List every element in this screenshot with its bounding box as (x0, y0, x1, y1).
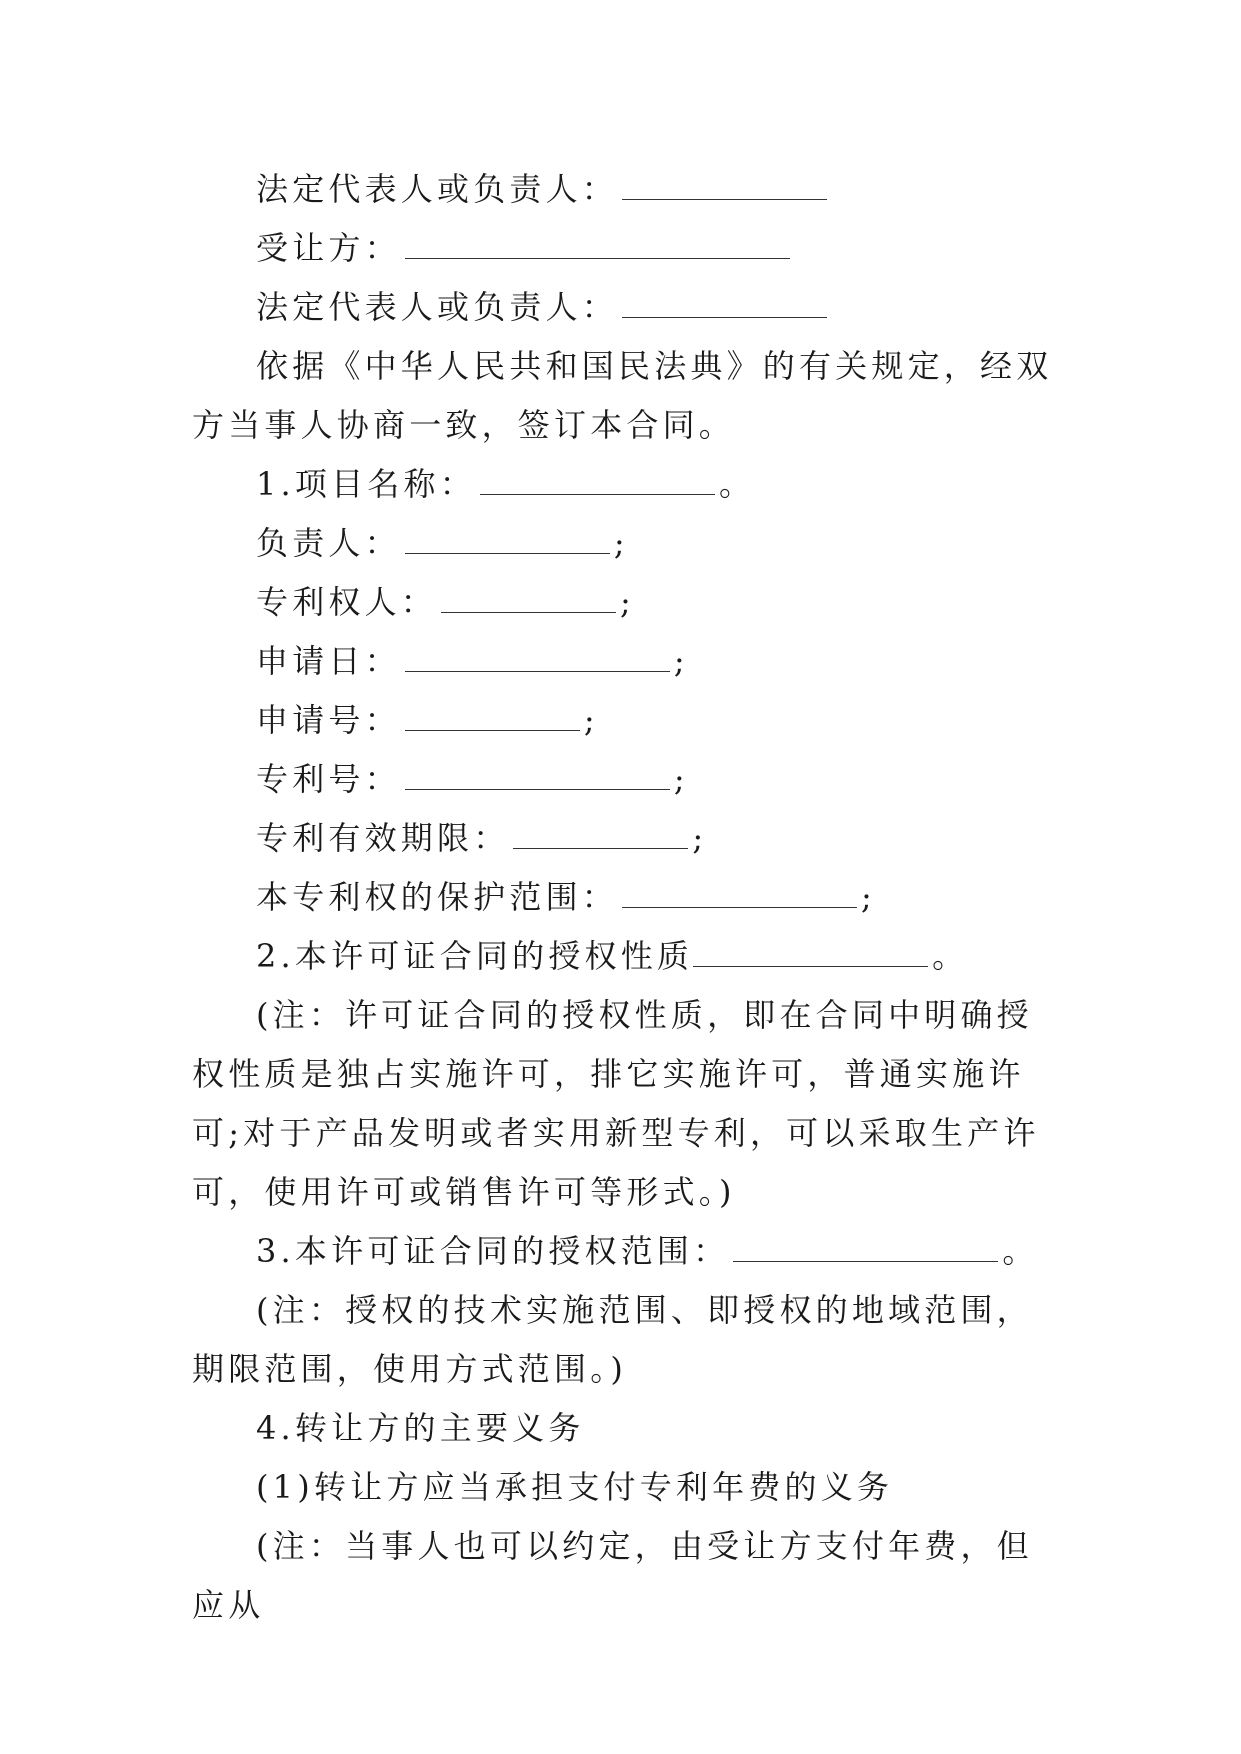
line-end-punctuation: 。 (1002, 1232, 1039, 1270)
label-license-nature: 2.本许可证合同的授权性质 (256, 937, 694, 975)
fill-in-blank (693, 940, 928, 967)
fill-in-blank (622, 291, 827, 318)
fill-in-blank (513, 822, 688, 849)
fill-in-blank (622, 173, 827, 200)
annual-fee-note: (注：当事人也可以约定，由受让方支付年费，但应从 (192, 1527, 1033, 1624)
line-end-punctuation: 。 (932, 937, 969, 975)
legal-representative-line-2 (192, 278, 1056, 337)
label-licensee: 受让方： (256, 229, 401, 267)
patent-number-line (192, 750, 1056, 809)
label-application-number: 申请号： (256, 701, 401, 739)
fill-in-blank (405, 232, 790, 259)
label-project-name: 1.项目名称： (256, 465, 476, 503)
license-scope-line (192, 1222, 1056, 1281)
label-patent-number: 专利号： (256, 760, 401, 798)
application-date-line (192, 632, 1056, 691)
fill-in-blank (405, 527, 610, 554)
license-scope-note: (注：授权的技术实施范围、即授权的地域范围，期限范围，使用方式范围。) (192, 1291, 1033, 1388)
fill-in-blank (405, 645, 670, 672)
patentee-line (192, 573, 1056, 632)
fill-in-blank (480, 468, 715, 495)
fill-in-blank (405, 704, 580, 731)
fill-in-blank (733, 1235, 998, 1262)
responsible-person-line (192, 514, 1056, 573)
protection-scope-line (192, 868, 1056, 927)
line-end-punctuation: ; (673, 760, 689, 798)
label-application-date: 申请日： (256, 642, 401, 680)
label-protection-scope: 本专利权的保护范围： (256, 878, 619, 916)
license-nature-note: (注：许可证合同的授权性质，即在合同中明确授权性质是独占实施许可，排它实施许可，普通实施许可;对于产品发明或者实用新型专利，可以采取生产许可，使用许可或销售许可等形式。) (192, 996, 1040, 1211)
line-end-punctuation: ; (620, 583, 635, 621)
legal-representative-line-1 (192, 160, 1056, 219)
label-responsible-person: 负责人： (256, 524, 401, 562)
line-end-punctuation: ; (692, 819, 708, 857)
label-legal-representative-1: 法定代表人或负责人： (256, 170, 619, 208)
fill-in-blank (405, 763, 670, 790)
label-patentee: 专利权人： (256, 583, 438, 621)
licensee-line (192, 219, 1056, 278)
label-legal-representative-2: 法定代表人或负责人： (256, 288, 619, 326)
line-end-punctuation: ; (583, 701, 599, 739)
patent-validity-line (192, 809, 1056, 868)
contract-basis-paragraph: 依据《中华人民共和国民法典》的有关规定，经双方当事人协商一致，签订本合同。 (192, 347, 1053, 444)
label-license-scope: 3.本许可证合同的授权范围： (256, 1232, 730, 1270)
fill-in-blank (441, 586, 616, 613)
project-name-line (192, 455, 1056, 514)
fill-in-blank (622, 881, 857, 908)
application-number-line (192, 691, 1056, 750)
line-end-punctuation: ; (613, 524, 629, 562)
line-end-punctuation: ; (861, 878, 876, 916)
document-body (192, 160, 1056, 1635)
licensor-obligations-heading: 4.转让方的主要义务 (256, 1409, 585, 1447)
license-nature-line (192, 927, 1056, 986)
licensor-obligation-item-1: (1)转让方应当承担支付专利年费的义务 (256, 1468, 894, 1506)
line-end-punctuation: ; (673, 642, 689, 680)
label-patent-validity: 专利有效期限： (256, 819, 510, 857)
line-end-punctuation: 。 (718, 465, 756, 503)
